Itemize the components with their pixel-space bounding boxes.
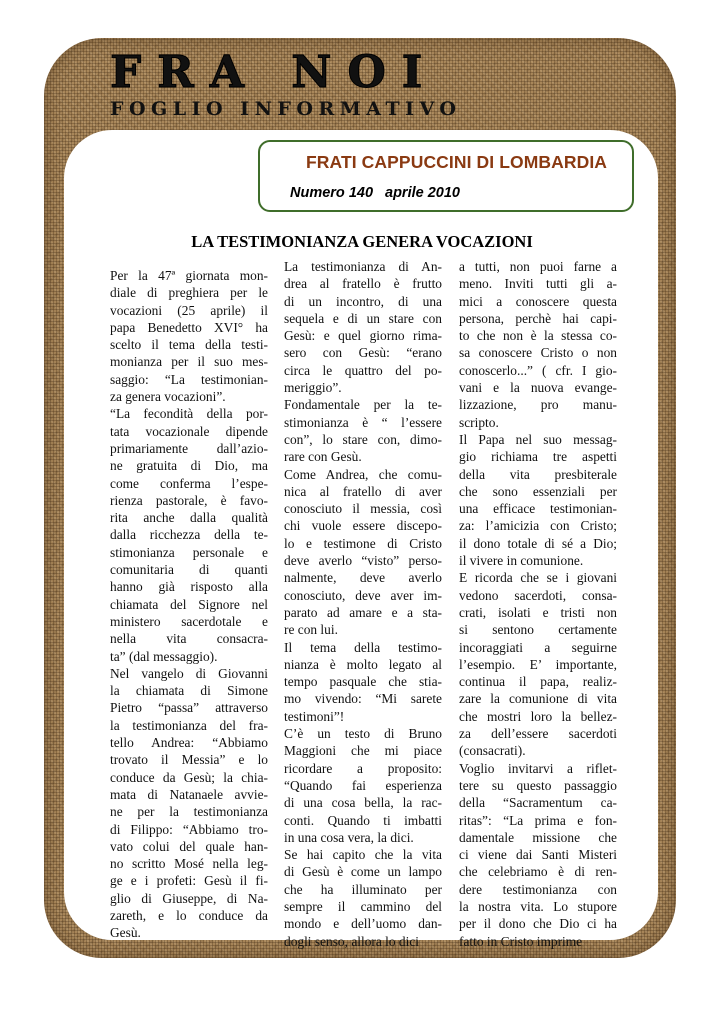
text-line: ta” (dal messaggio). <box>110 648 218 664</box>
text-line: tello Andrea: “Abbiamo <box>110 735 268 751</box>
text-line: rare con Gesù. <box>284 449 362 465</box>
text-line: ricordare a proposito: <box>284 760 442 776</box>
text-line: una efficace testimonian- <box>459 501 617 517</box>
text-line: per il dono che Dio ci ha <box>459 916 617 932</box>
issue-number: Numero 140 <box>290 185 374 201</box>
text-line: conti. Quando ti imbatti <box>284 812 442 828</box>
text-line: meno. Inviti tutti gli a- <box>459 276 617 292</box>
text-line: conoscerlo...” ( cfr. I gio- <box>459 362 617 378</box>
text-line: il vivere in comunione. <box>459 553 584 569</box>
text-line: monianza per il suo mes- <box>110 354 268 370</box>
text-line: vedono sacerdoti, consa- <box>459 587 617 603</box>
text-line: stimonianza personale e <box>110 544 268 560</box>
text-line: mici a conoscere questa <box>459 293 617 309</box>
text-line: di Filippo: “Abbiamo tro- <box>110 821 268 837</box>
text-line: no scritto Mosé nella leg- <box>110 856 268 872</box>
text-line: in una cosa vera, la dici. <box>284 829 414 845</box>
text-line: zareth, e lo conduce da <box>110 907 268 923</box>
text-line: za: l’amicizia con Cristo; <box>459 518 617 534</box>
text-line: come conferma l’espe- <box>110 475 268 491</box>
text-line: sempre il cammino del <box>284 898 442 914</box>
text-line: deve averlo “visto” perso- <box>284 553 442 569</box>
text-line: to che non è la stessa co- <box>459 328 617 344</box>
article-column-1 <box>110 267 268 942</box>
text-line: mo vivendo: “Mi sarete <box>284 691 442 707</box>
text-line: incoraggiati a seguirne <box>459 639 617 655</box>
text-line: C’è un testo di Bruno <box>284 726 442 742</box>
text-line: dogli senso, allora lo dici <box>284 933 419 949</box>
text-line: la chiamata di Simone <box>110 683 268 699</box>
text-line: glio di Giuseppe, di Na- <box>110 890 268 906</box>
text-line: scripto. <box>459 414 499 430</box>
text-line: circa le quattro del po- <box>284 362 442 378</box>
text-line: papa Benedetto XVI° ha <box>110 319 268 335</box>
text-line: La testimonianza di An- <box>284 259 442 274</box>
text-line: diale di preghiera per le <box>110 285 268 301</box>
text-line: testimoni”! <box>284 708 345 724</box>
text-line: dalla ricchezza della te- <box>110 527 268 543</box>
text-line: tere su questo passaggio <box>459 777 617 793</box>
text-line: che sono essenziali per <box>459 483 617 499</box>
text-line: nalmente, deve averlo <box>284 570 442 586</box>
newsletter-subtitle: FOGLIO INFORMATIVO <box>110 98 462 120</box>
text-line: scelto il tema della testi- <box>110 337 268 353</box>
text-line: sero con Gesù: “erano <box>284 345 442 361</box>
text-line: tata vocazionale dipende <box>110 423 268 439</box>
text-line: a tutti, non puoi farne a <box>459 259 617 274</box>
text-line: vato colui del quale han- <box>110 838 268 854</box>
text-line: Pietro “passa” attraverso <box>110 700 268 716</box>
text-line: della “Sacramentum ca- <box>459 795 617 811</box>
text-line: di una cosa bella, la rac- <box>284 795 442 811</box>
text-line: tempo pasquale che stia- <box>284 674 442 690</box>
text-line: Come Andrea, che comu- <box>284 466 442 482</box>
text-line: Il tema della testimo- <box>284 639 442 655</box>
text-line: che mostri loro la bellez- <box>459 708 617 724</box>
text-line: di un incontro, di una <box>284 293 442 309</box>
text-line: la nostra vita. Lo stupore <box>459 898 617 914</box>
newsletter-title: FRA NOI <box>110 47 439 98</box>
text-line: rita anche dalla qualità <box>110 510 268 526</box>
text-line: stimonianza è “ l’essere <box>284 414 442 430</box>
text-line: “La fecondità della por- <box>110 406 268 422</box>
text-line: Gesù. <box>110 925 141 941</box>
text-line: mata di Natanaele avvie- <box>110 786 268 802</box>
text-line: “Quando fai esperienza <box>284 777 442 793</box>
text-line: zare la comunione di vita <box>459 691 617 707</box>
text-line: nella vita consacra- <box>110 631 268 647</box>
text-line: ne per la testimonianza <box>110 804 268 820</box>
text-line: Nel vangelo di Giovanni <box>110 665 268 681</box>
text-line: ne gratuita di Dio, ma <box>110 458 268 474</box>
text-line: hanno già risposto alla <box>110 579 268 595</box>
text-line: Per la 47ª giornata mon- <box>110 268 268 283</box>
article-column-2 <box>284 258 442 950</box>
text-line: ci viene dai Santi Misteri <box>459 847 617 863</box>
text-line: Gesù: e quel giorno rima- <box>284 328 442 344</box>
text-line: il dono totale di sé a Dio; <box>459 535 617 551</box>
text-line: ge e i profeti: Gesù il fi- <box>110 873 268 889</box>
text-line: Fondamentale per la te- <box>284 397 442 413</box>
text-line: saggio: “La testimonian- <box>110 371 268 387</box>
text-line: ministero sacerdotale e <box>110 613 268 629</box>
text-line: sequela e di un stare con <box>284 310 442 326</box>
text-line: che ha illuminato per <box>284 881 442 897</box>
text-line: nica al fratello di aver <box>284 483 442 499</box>
text-line: trovato il Messia” e lo <box>110 752 268 768</box>
text-line: damentale missione che <box>459 829 617 845</box>
text-line: crati, isolati e tristi non <box>459 604 617 620</box>
text-line: rienza pastorale, è favo- <box>110 492 268 508</box>
issue-info <box>290 185 460 201</box>
text-line: parato ad amare e a sta- <box>284 604 442 620</box>
text-line: con”, lo stare con, dimo- <box>284 431 442 447</box>
text-line: vocazioni (25 aprile) il <box>110 302 268 318</box>
text-line: sa conoscere Cristo o non <box>459 345 617 361</box>
text-line: chiamata del Signore nel <box>110 596 268 612</box>
text-line: primariamente dall’azio- <box>110 440 268 456</box>
text-line: si sentono certamente <box>459 622 617 638</box>
text-line: za genera vocazioni”. <box>110 389 226 405</box>
organization-name: FRATI CAPPUCCINI DI LOMBARDIA <box>306 152 608 172</box>
text-line: gio richiama tre aspetti <box>459 449 617 465</box>
issue-date: aprile 2010 <box>385 185 460 201</box>
text-line: conosciuto il messia, così <box>284 501 442 517</box>
text-line: E ricorda che se i giovani <box>459 570 617 586</box>
text-line: persona, perchè hai capi- <box>459 310 617 326</box>
text-line: meriggio”. <box>284 380 342 396</box>
text-line: za dell’essere sacerdoti <box>459 726 617 742</box>
text-line: (consacrati). <box>459 743 526 759</box>
organization-box <box>258 140 634 212</box>
text-line: ritas”: “La prima e fon- <box>459 812 617 828</box>
text-line: Se hai capito che la vita <box>284 847 442 863</box>
text-line: fatto in Cristo imprime <box>459 933 583 949</box>
text-line: nianza è molto legato al <box>284 656 442 672</box>
text-line: Maggioni che mi piace <box>284 743 442 759</box>
text-line: di Gesù è come un lampo <box>284 864 442 880</box>
text-line: drea al fratello è frutto <box>284 276 442 292</box>
text-line: della vita presbiterale <box>459 466 617 482</box>
text-line: re con lui. <box>284 622 338 638</box>
text-line: conduce da Gesù; la chia- <box>110 769 268 785</box>
text-line: lo e testimone di Cristo <box>284 535 442 551</box>
text-line: conosciuto, deve aver im- <box>284 587 442 603</box>
article-headline: LA TESTIMONIANZA GENERA VOCAZIONI <box>191 232 533 251</box>
text-line: l’esempio. E’ importante, <box>459 656 617 672</box>
text-line: che celebriamo è di ren- <box>459 864 617 880</box>
text-line: dere testimonianza con <box>459 881 617 897</box>
text-line: chi vuole essere discepo- <box>284 518 442 534</box>
text-line: lizzazione, pro manu- <box>459 397 617 413</box>
text-line: continua il papa, realiz- <box>459 674 617 690</box>
text-line: mondo e dell’uomo dan- <box>284 916 442 932</box>
text-line: la testimonianza del fra- <box>110 717 268 733</box>
text-line: vani e la nuova evange- <box>459 380 617 396</box>
text-line: Voglio invitarvi a riflet- <box>459 760 617 776</box>
article-column-3 <box>459 258 617 950</box>
masthead <box>110 47 462 120</box>
text-line: Il Papa nel suo messag- <box>459 431 617 447</box>
text-line: comunitaria di quanti <box>110 562 268 578</box>
